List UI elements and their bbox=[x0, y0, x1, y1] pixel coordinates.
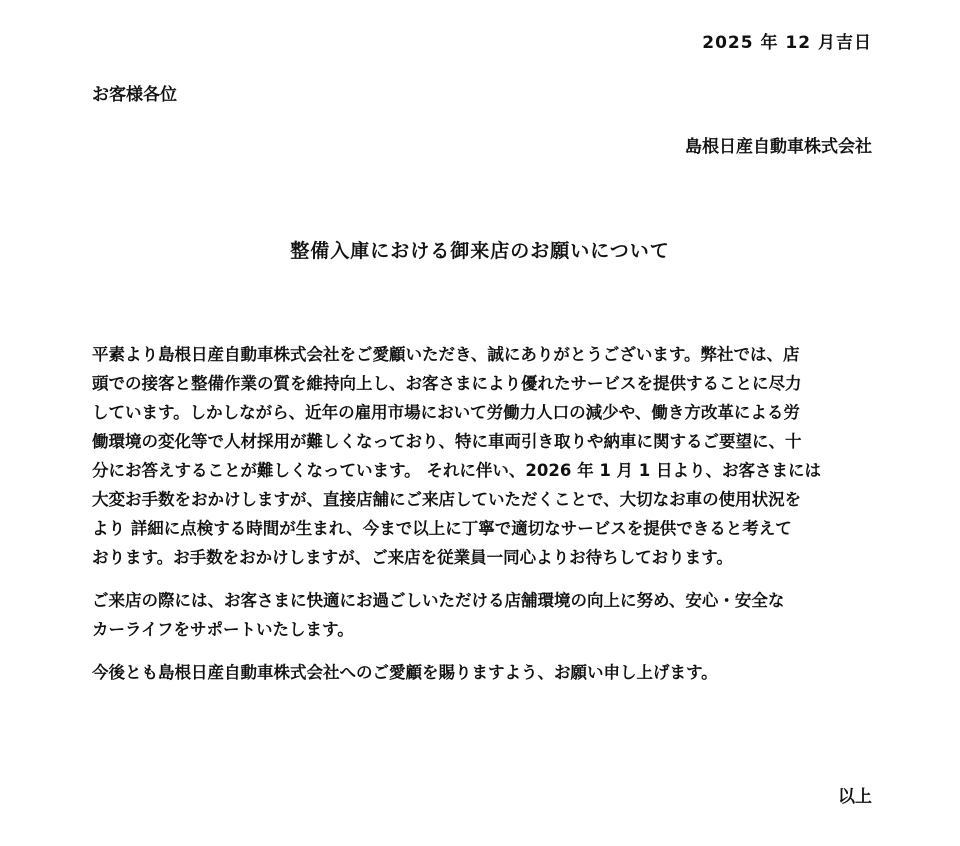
body-line: 今後とも島根日産自動車株式会社へのご愛顧を賜りますよう、お願い申し上げます。 bbox=[92, 663, 718, 682]
paragraph-closing-remark bbox=[92, 658, 882, 687]
body-line: 平素より島根日産自動車株式会社をご愛顧いただき、誠にありがとうございます。弊社では、店 bbox=[92, 345, 800, 364]
body-line: しています。しかしながら、近年の雇用市場において労働力人口の減少や、働き方改革による労 bbox=[92, 403, 800, 422]
paragraph-greeting bbox=[92, 340, 882, 572]
letter-body bbox=[92, 340, 882, 701]
body-line: 分にお答えすることが難しくなっています。 それに伴い、2026 年 1 月 1 日より、お客さまには bbox=[92, 461, 822, 480]
body-line: 働環境の変化等で人材採用が難しくなっており、特に車両引き取りや納車に関するご要望に、十 bbox=[92, 432, 802, 451]
recipient: お客様各位 bbox=[92, 85, 177, 105]
closing-mark: 以上 bbox=[838, 787, 872, 807]
body-line: ご来店の際には、お客さまに快適にお過ごしいただける店舗環境の向上に努め、安心・安全な bbox=[92, 591, 785, 610]
body-line: おります。お手数をおかけしますが、ご来店を従業員一同心よりお待ちしております。 bbox=[92, 548, 733, 567]
body-line: 頭での接客と整備作業の質を維持向上し、お客さまにより優れたサービスを提供することに尽力 bbox=[92, 374, 802, 393]
body-line: より 詳細に点検する時間が生まれ、今まで以上に丁寧で適切なサービスを提供できると考えて bbox=[92, 519, 792, 538]
paragraph-visit bbox=[92, 586, 882, 644]
body-line: 大変お手数をおかけしますが、直接店舗にご来店していただくことで、大切なお車の使用状況を bbox=[92, 490, 802, 509]
sender-company: 島根日産自動車株式会社 bbox=[685, 137, 872, 157]
document-date: 2025 年 12 月吉日 bbox=[702, 33, 872, 53]
body-line: カーライフをサポートいたします。 bbox=[92, 620, 354, 639]
document-title: 整備入庫における御来店のお願いについて bbox=[290, 240, 670, 262]
